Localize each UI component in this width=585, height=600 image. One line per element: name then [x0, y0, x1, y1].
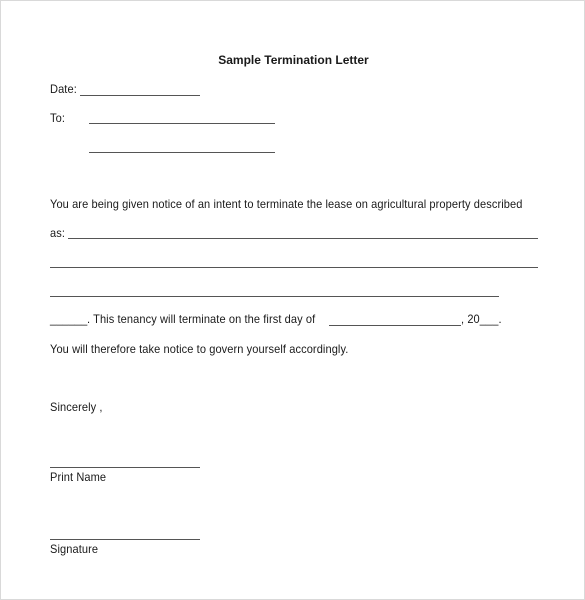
property-blank-line-3	[50, 296, 499, 297]
signature-line	[50, 539, 200, 540]
print-name-line	[50, 467, 200, 468]
short-blank: ______	[50, 312, 88, 326]
govern-paragraph: You will therefore take notice to govern yourself accordingly.	[50, 342, 349, 356]
year-text: , 20___.	[461, 312, 502, 326]
property-blank-line-1	[68, 238, 538, 239]
to-blank-line-1	[89, 123, 275, 124]
signature-label: Signature	[50, 542, 99, 556]
as-label: as:	[50, 226, 66, 240]
to-label: To:	[50, 111, 66, 125]
property-blank-line-2	[50, 267, 538, 268]
tenancy-text: . This tenancy will terminate on the first day of	[87, 312, 316, 326]
letter-title: Sample Termination Letter	[218, 53, 369, 67]
to-blank-line-2	[89, 152, 275, 153]
print-name-label: Print Name	[50, 470, 107, 484]
termination-date-blank-line	[329, 325, 461, 326]
date-blank-line	[80, 95, 200, 96]
notice-paragraph: You are being given notice of an intent to terminate the lease on agricultural property described	[50, 197, 523, 211]
date-label: Date:	[50, 82, 77, 96]
closing-text: Sincerely ,	[50, 400, 103, 414]
